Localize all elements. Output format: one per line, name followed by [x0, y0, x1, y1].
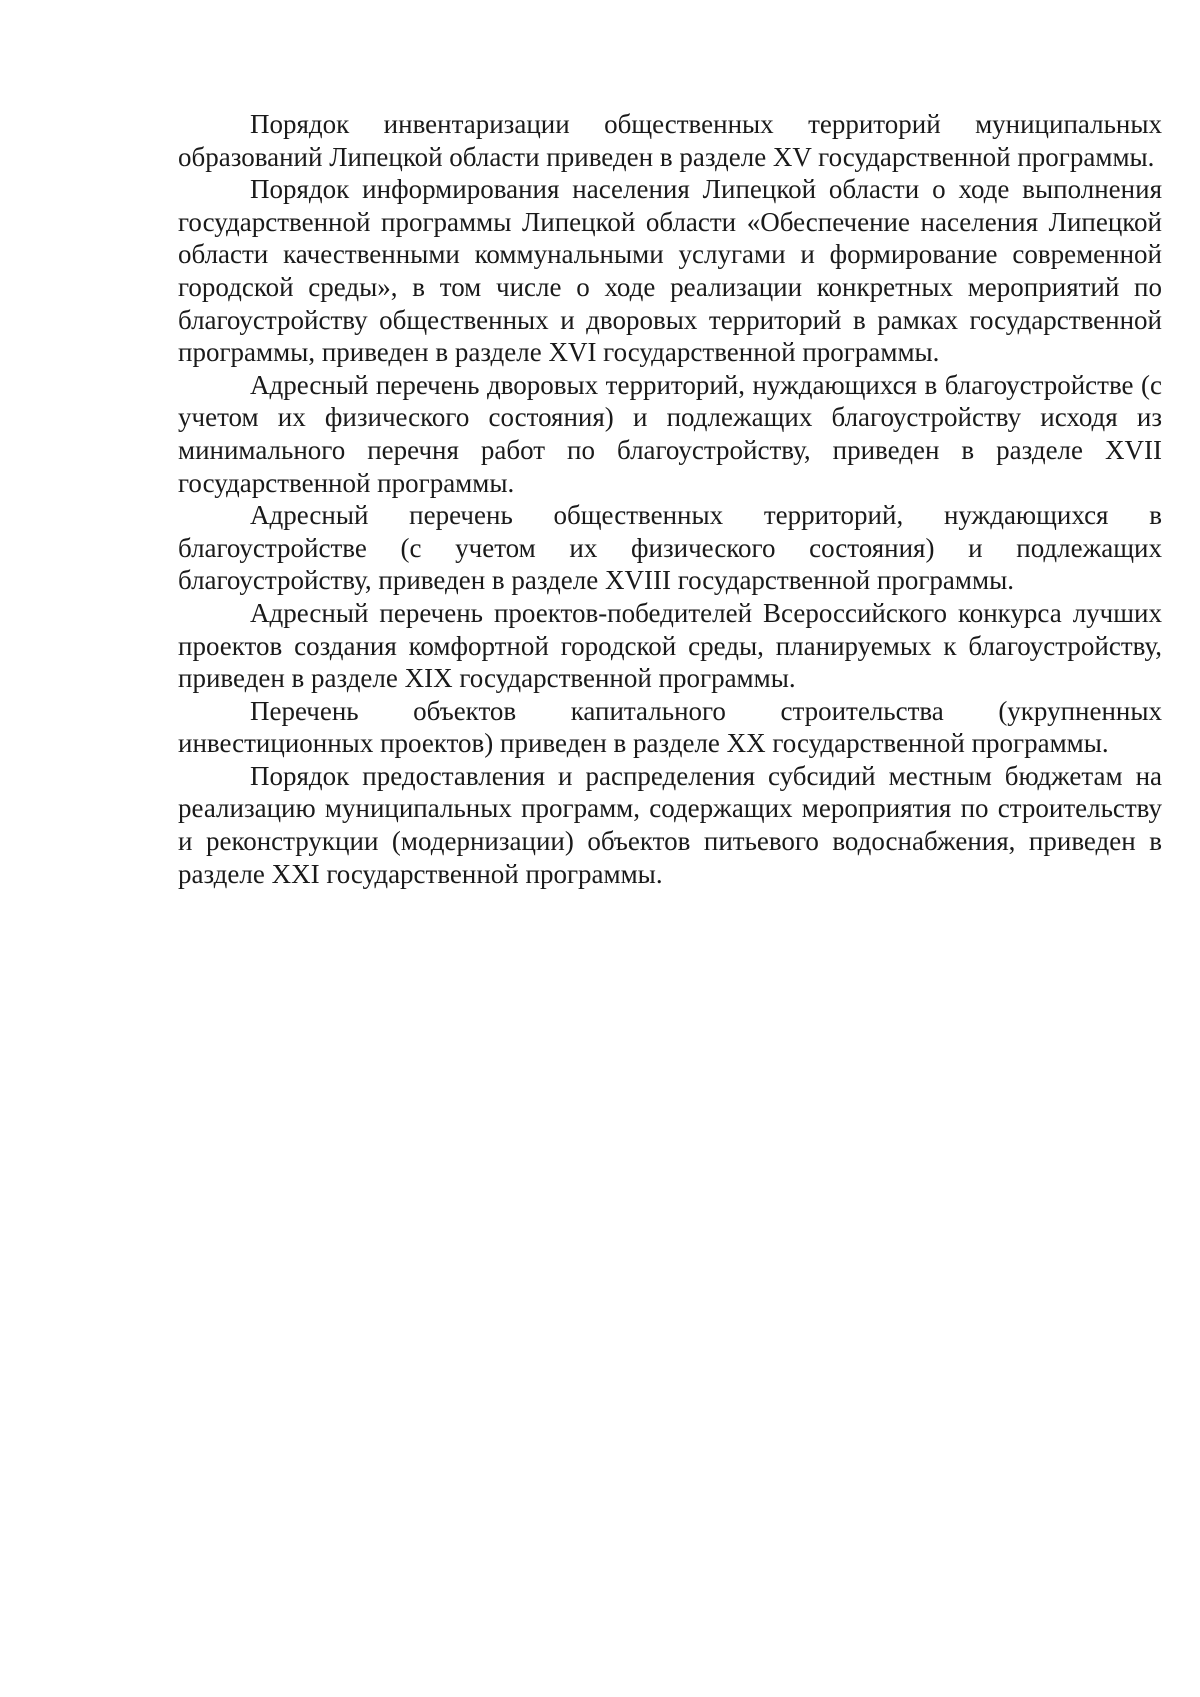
paragraph-winning-projects-list: Адресный перечень проектов-победителей Всероссийского конкурса лучших проектов создания комфортной городской среды, планируемых к благоустройству, приведен в разделе XIX государственной программы. [178, 597, 1162, 694]
paragraph-inventory-order: Порядок инвентаризации общественных территорий муниципальных образований Липецкой области приведен в разделе XV государственной программы. [178, 109, 1162, 172]
paragraph-subsidies-order: Порядок предоставления и распределения субсидий местным бюджетам на реализацию муниципальных программ, содержащих мероприятия по строительству и реконструкции (модернизации) объектов питьевого водоснабжения, приведен в разделе XXI государственной программы. [178, 760, 1162, 889]
paragraph-capital-construction-list: Перечень объектов капитального строительства (укрупненных инвестиционных проектов) приведен в разделе XX государственной программы. [178, 695, 1162, 759]
paragraph-public-information-order: Порядок информирования населения Липецкой области о ходе выполнения государственной программы Липецкой области «Обеспечение населения Липецкой области качественными коммунальными услугами и формирование современной городской среды», в том числе о ходе реализации конкретных мероприятий по благоустройству общественных и дворовых территорий в рамках государственной программы, приведен в разделе XVI государственной программы. [178, 174, 1162, 368]
document-body [178, 108, 1162, 890]
paragraph-public-territories-list: Адресный перечень общественных территорий, нуждающихся в благоустройстве (с учетом их физического состояния) и подлежащих благоустройству, приведен в разделе XVIII государственной программы. [178, 500, 1162, 596]
paragraph-courtyard-territories-list: Адресный перечень дворовых территорий, нуждающихся в благоустройстве (с учетом их физического состояния) и подлежащих благоустройству исходя из минимального перечня работ по благоустройству, приведен в разделе XVII государственной программы. [178, 369, 1162, 498]
